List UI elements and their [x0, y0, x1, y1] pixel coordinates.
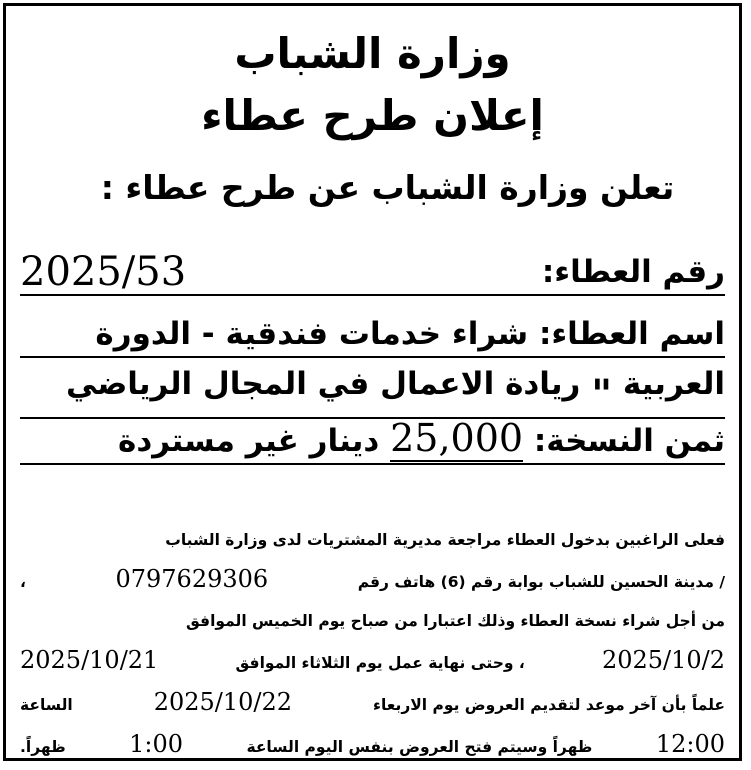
- body-line: [20, 560, 725, 602]
- body-line: [20, 641, 725, 683]
- body-line: [20, 725, 725, 761]
- copy-price-row: [20, 416, 725, 465]
- announcement-title: إعلان طرح عطاء: [201, 91, 544, 140]
- start-date: 2025/10/2: [601, 646, 725, 674]
- body-line: [20, 683, 725, 725]
- copy-price: 25,000: [390, 416, 524, 460]
- body-text: ظهراً.: [20, 738, 66, 756]
- body-line: [20, 602, 725, 641]
- ministry-title: وزارة الشباب: [234, 29, 511, 78]
- tender-name-line2b: ريادة الاعمال في المجال الرياضي: [65, 366, 581, 402]
- body-text: ،: [20, 573, 26, 591]
- deadline-date: 2025/10/22: [153, 688, 293, 716]
- body-text: / مدينة الحسين للشباب بوابة رقم (6) هاتف رقم: [357, 573, 725, 591]
- phone-number: 0797629306: [115, 565, 269, 593]
- body-text: ، وحتى نهاية عمل يوم الثلاثاء الموافق: [235, 654, 525, 672]
- tender-number-row: [20, 250, 725, 296]
- body-text: الساعة: [20, 696, 73, 714]
- body-text: علماً بأن آخر موعد لتقديم العروض يوم الاربعاء: [373, 696, 725, 714]
- tender-name-label: اسم العطاء:: [538, 316, 725, 352]
- opening-time: 1:00: [129, 730, 184, 758]
- copy-price-label: ثمن النسخة:: [533, 423, 725, 459]
- tender-number-label: رقم العطاء:: [541, 254, 725, 290]
- tender-name-line2a: العربية: [622, 366, 725, 402]
- tender-number: 2025/53: [20, 249, 187, 295]
- announcement-intro: تعلن وزارة الشباب عن طرح عطاء :: [100, 168, 675, 207]
- body-line: [20, 521, 725, 560]
- tender-notice: [3, 3, 742, 761]
- tender-name-line1: شراء خدمات فندقية - الدورة: [95, 316, 529, 352]
- end-date: 2025/10/21: [20, 646, 159, 674]
- body-text: ظهراً وسيتم فتح العروض بنفس اليوم الساعة: [246, 738, 593, 756]
- body-text: فعلى الراغبين بدخول العطاء مراجعة مديرية المشتريات لدى وزارة الشباب: [165, 531, 725, 549]
- tender-name-row: [20, 312, 725, 358]
- body-text: من أجل شراء نسخة العطاء وذلك اعتبارا من صباح يوم الخميس الموافق: [185, 612, 725, 630]
- deadline-time: 12:00: [655, 730, 725, 758]
- quote-mark: ": [591, 372, 613, 418]
- tender-name-row-2: [20, 362, 725, 419]
- copy-price-suffix: دينار غير مستردة: [118, 423, 380, 459]
- notice-body: [20, 521, 725, 761]
